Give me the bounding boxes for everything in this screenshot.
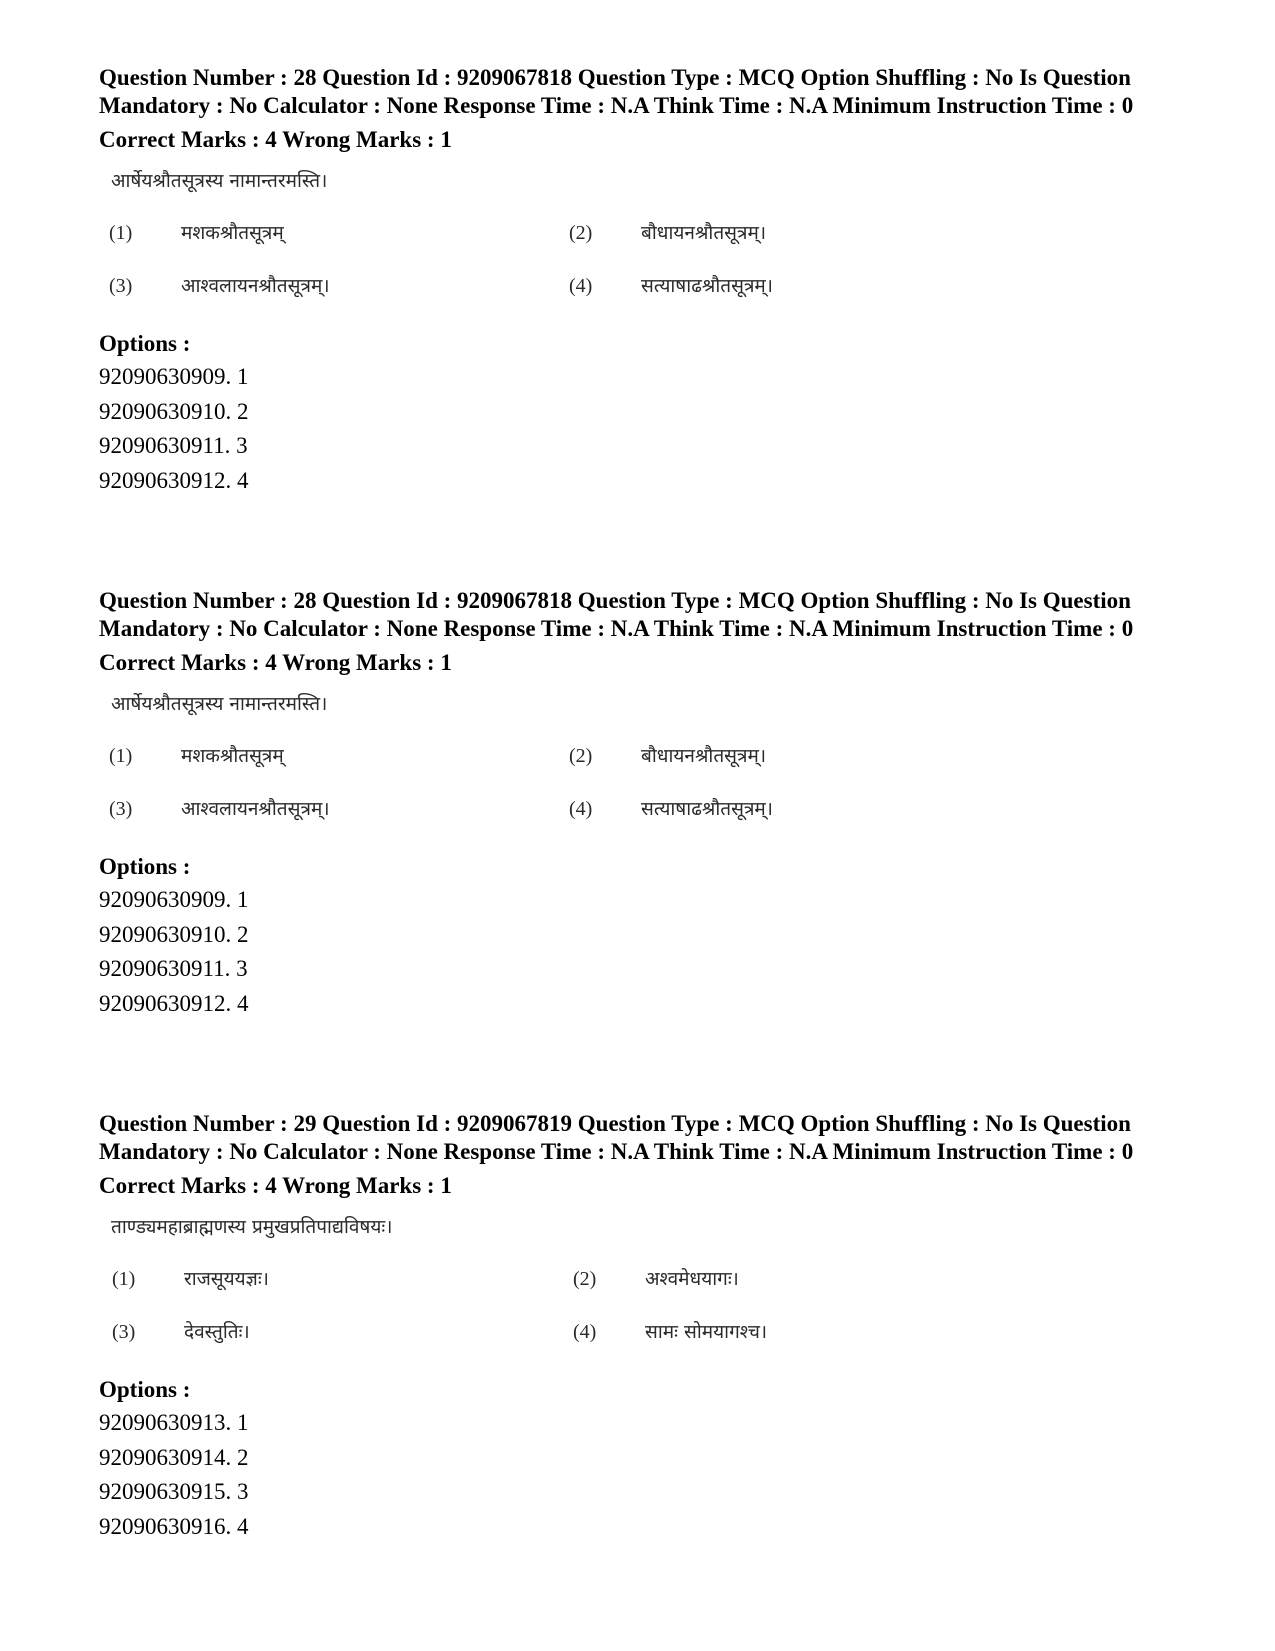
question-stem: आर्षेयश्रौतसूत्रस्य नामान्तरमस्ति। — [111, 170, 328, 192]
choice-grid — [99, 743, 1179, 849]
choice-1 — [109, 220, 284, 246]
options-list — [99, 1406, 1179, 1544]
choice-number: (4) — [573, 1321, 597, 1343]
choice-number: (3) — [109, 798, 133, 820]
question-stem: आर्षेयश्रौतसूत्रस्य नामान्तरमस्ति। — [111, 693, 328, 715]
options-label: Options : — [99, 331, 191, 356]
choice-number: (3) — [112, 1321, 136, 1343]
choice-number: (2) — [573, 1268, 597, 1290]
options-list — [99, 360, 1179, 498]
choice-4 — [573, 1319, 767, 1345]
question-block — [99, 587, 1179, 1021]
choice-text: बौधायनश्रौतसूत्रम्। — [641, 222, 767, 244]
option-item: 92090630911. 3 — [99, 956, 248, 981]
choice-number: (1) — [109, 222, 133, 244]
choice-2 — [573, 1266, 739, 1292]
option-item: 92090630910. 2 — [99, 398, 249, 424]
option-item: 92090630911. 3 — [99, 433, 248, 458]
choice-text: बौधायनश्रौतसूत्रम्। — [641, 745, 767, 767]
choice-3 — [109, 273, 330, 299]
choice-number: (4) — [569, 275, 593, 297]
choice-grid — [99, 1266, 1179, 1372]
option-item: 92090630916. 4 — [99, 1513, 249, 1539]
choice-text: देवस्तुतिः। — [184, 1321, 250, 1343]
question-marks: Correct Marks : 4 Wrong Marks : 1 — [99, 127, 452, 152]
choice-2 — [569, 743, 766, 769]
options-label: Options : — [99, 854, 191, 879]
question-marks: Correct Marks : 4 Wrong Marks : 1 — [99, 1173, 452, 1198]
choice-3 — [109, 796, 330, 822]
choice-text: राजसूययज्ञः। — [184, 1268, 269, 1290]
choice-text: सत्याषाढश्रौतसूत्रम्। — [641, 275, 773, 297]
choice-2 — [569, 220, 766, 246]
choice-1 — [109, 743, 284, 769]
choice-number: (2) — [569, 222, 593, 244]
question-marks: Correct Marks : 4 Wrong Marks : 1 — [99, 650, 452, 675]
choice-number: (3) — [109, 275, 133, 297]
option-item: 92090630915. 3 — [99, 1479, 249, 1504]
choice-1 — [112, 1266, 269, 1292]
choice-text: मशकश्रौतसूत्रम् — [181, 745, 284, 767]
choice-text: अश्वमेधयागः। — [645, 1268, 739, 1290]
choice-text: मशकश्रौतसूत्रम् — [181, 222, 284, 244]
option-item: 92090630909. 1 — [99, 364, 249, 389]
option-item: 92090630912. 4 — [99, 467, 249, 493]
question-meta: Question Number : 29 Question Id : 9209067819 Question Type : MCQ Option Shuffling : No Is Question Mandatory : No Calculator : None Response Time : N.A Think Time : N.A Minimum Instruction Time : 0 — [99, 1111, 1134, 1164]
choice-number: (2) — [569, 745, 593, 767]
choice-number: (1) — [109, 745, 133, 767]
question-block — [99, 64, 1179, 498]
choice-text: आश्वलायनश्रौतसूत्रम्। — [181, 275, 330, 297]
option-item: 92090630909. 1 — [99, 887, 249, 912]
option-item: 92090630910. 2 — [99, 921, 249, 947]
options-list — [99, 883, 1179, 1021]
choice-grid — [99, 220, 1179, 326]
choice-text: सामः सोमयागश्च। — [645, 1321, 768, 1343]
choice-number: (4) — [569, 798, 593, 820]
choice-text: आश्वलायनश्रौतसूत्रम्। — [181, 798, 330, 820]
options-label: Options : — [99, 1377, 191, 1402]
question-meta: Question Number : 28 Question Id : 9209067818 Question Type : MCQ Option Shuffling : No Is Question Mandatory : No Calculator : None Response Time : N.A Think Time : N.A Minimum Instruction Time : 0 — [99, 588, 1134, 641]
choice-3 — [112, 1319, 250, 1345]
choice-text: सत्याषाढश्रौतसूत्रम्। — [641, 798, 773, 820]
option-item: 92090630913. 1 — [99, 1410, 249, 1435]
question-meta: Question Number : 28 Question Id : 9209067818 Question Type : MCQ Option Shuffling : No Is Question Mandatory : No Calculator : None Response Time : N.A Think Time : N.A Minimum Instruction Time : 0 — [99, 65, 1134, 118]
choice-4 — [569, 273, 773, 299]
option-item: 92090630914. 2 — [99, 1444, 249, 1470]
question-block — [99, 1110, 1179, 1544]
option-item: 92090630912. 4 — [99, 990, 249, 1016]
choice-4 — [569, 796, 773, 822]
question-stem: ताण्ड्यमहाब्राह्मणस्य प्रमुखप्रतिपाद्यविषयः। — [111, 1216, 393, 1238]
choice-number: (1) — [112, 1268, 136, 1290]
